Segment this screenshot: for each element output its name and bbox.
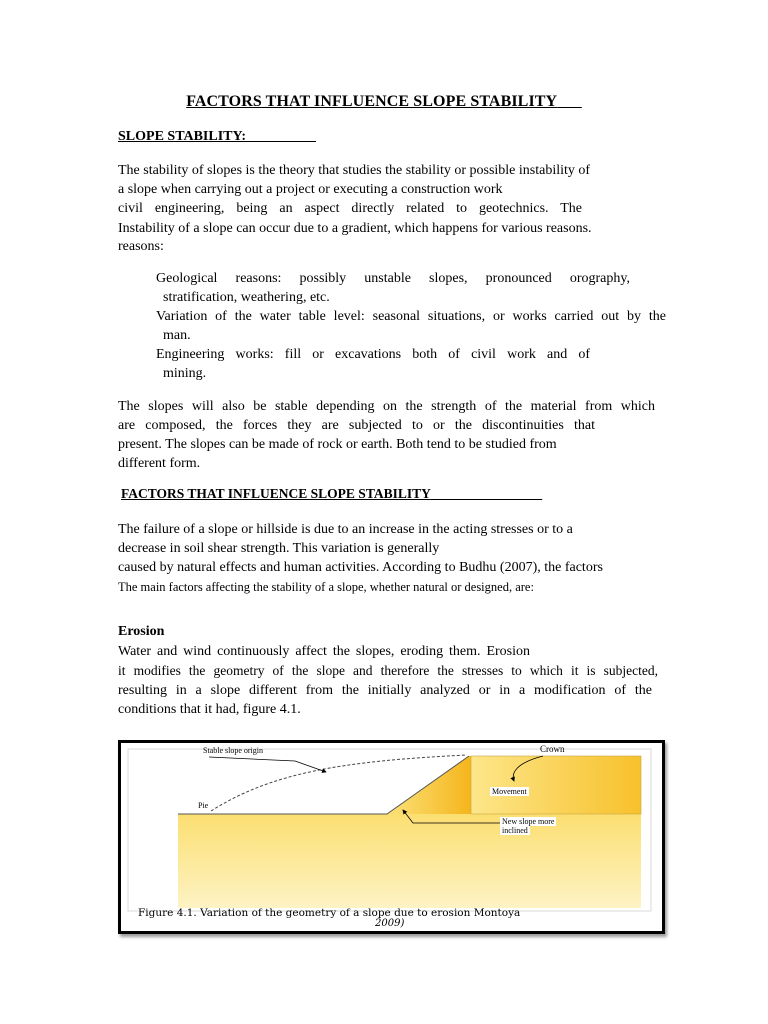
paragraph-line: resulting in a slope different from the initially analyzed or in a modification of the xyxy=(118,683,652,698)
bullet-text: Geological reasons: possibly unstable slopes, pronounced orography, xyxy=(156,271,630,286)
paragraph-line: caused by natural effects and human activities. According to Budhu (2007), the factors xyxy=(118,560,603,575)
figure-caption: Figure 4.1. Variation of the geometry of a slope due to erosion Montoya xyxy=(138,907,521,919)
paragraph-line: The main factors affecting the stability of a slope, whether natural or designed, are: xyxy=(118,580,534,594)
paragraph-line: are composed, the forces they are subjected to or the discontinuities that xyxy=(118,418,595,433)
paragraph-line: reasons: xyxy=(118,239,164,254)
paragraph-line: decrease in soil shear strength. This variation is generally xyxy=(118,541,440,556)
figure-caption-cont: 2009) xyxy=(375,918,405,929)
paragraph-line: present. The slopes can be made of rock or earth. Both tend to be studied from xyxy=(118,437,557,452)
paragraph-line: conditions that it had, figure 4.1. xyxy=(118,702,301,717)
paragraph-line: Water and wind continuously affect the slopes, eroding them. Erosion xyxy=(118,644,530,659)
page-title: FACTORS THAT INFLUENCE SLOPE STABILITY xyxy=(186,93,558,110)
bullet-text-cont: mining. xyxy=(163,366,207,381)
slope-diagram xyxy=(121,743,662,931)
section-heading-erosion: Erosion xyxy=(118,624,165,639)
label-new-slope-line2: inclined xyxy=(502,826,528,835)
figure-4-1 xyxy=(118,740,665,934)
paragraph-line: a slope when carrying out a project or executing a construction work xyxy=(118,182,503,197)
bullet-text-cont: stratification, weathering, etc. xyxy=(163,290,330,305)
label-new-slope-line1: New slope more xyxy=(502,817,555,826)
paragraph-line: Instability of a slope can occur due to a gradient, which happens for various reasons. xyxy=(118,221,592,236)
paragraph-line: The stability of slopes is the theory that studies the stability or possible instability of xyxy=(118,163,591,178)
section-heading-slope-stability: SLOPE STABILITY: xyxy=(118,129,246,144)
bullet-text: Engineering works: fill or excavations both of civil work and of xyxy=(156,347,590,362)
paragraph-line: it modifies the geometry of the slope and therefore the stresses to which it is subjected, xyxy=(118,663,658,678)
label-crown: Crown xyxy=(540,744,565,754)
label-movement: Movement xyxy=(492,787,527,796)
bullet-text: Variation of the water table level: seasonal situations, or works carried out by the xyxy=(156,309,666,324)
paragraph-line: The failure of a slope or hillside is due to an increase in the acting stresses or to a xyxy=(118,522,573,537)
paragraph-line: different form. xyxy=(118,456,201,471)
label-stable-slope-origin: Stable slope origin xyxy=(203,746,263,755)
bullet-text-cont: man. xyxy=(163,328,191,343)
paragraph-line: The slopes will also be stable depending on the strength of the material from which xyxy=(118,399,655,414)
label-pie: Pie xyxy=(198,801,209,810)
paragraph-line: civil engineering, being an aspect directly related to geotechnics. The xyxy=(118,201,582,216)
section-heading-factors: FACTORS THAT INFLUENCE SLOPE STABILITY xyxy=(121,486,431,501)
